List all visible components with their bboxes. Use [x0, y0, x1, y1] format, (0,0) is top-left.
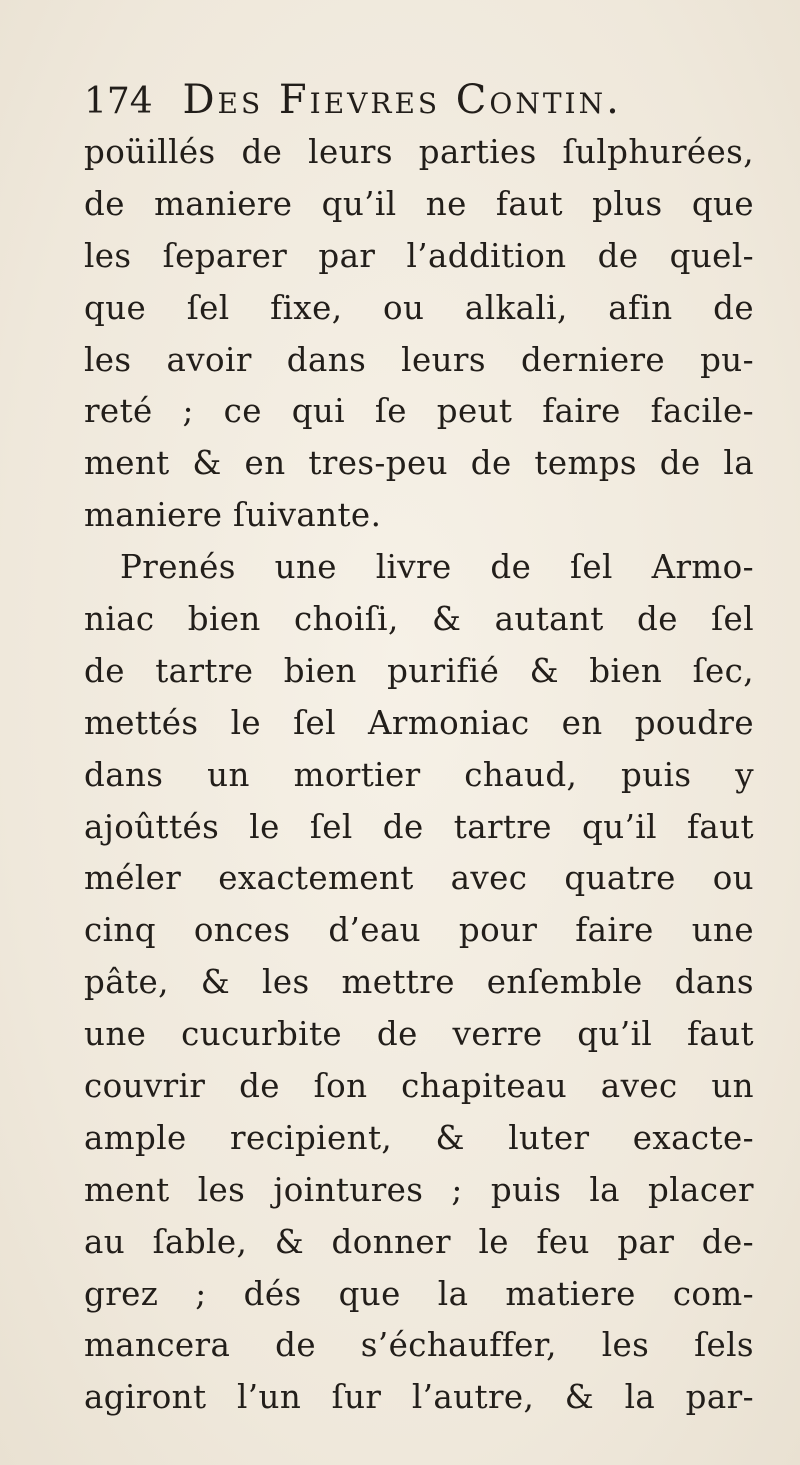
- text-line: couvrir de ſon chapiteau avec un: [84, 1067, 754, 1106]
- text-line: de maniere qu’il ne faut plus que: [84, 184, 754, 223]
- running-head: Des Fievres Contin.: [182, 77, 622, 123]
- text-line: mancera de s’échauffer, les ſels: [84, 1326, 754, 1365]
- text-line: pâte, & les mettre enſemble dans: [84, 963, 754, 1002]
- text-line: ment & en tres-peu de temps de la: [84, 444, 754, 483]
- page-number: 174: [84, 81, 153, 122]
- text-line: ment les jointures ; puis la placer: [84, 1170, 754, 1209]
- text-line: mettés le ſel Armoniac en poudre: [84, 703, 754, 742]
- text-line: poüillés de leurs parties ſulphurées,: [84, 133, 754, 171]
- text-line: méler exactement avec quatre ou: [84, 859, 754, 898]
- text-line: dans un mortier chaud, puis y: [84, 755, 754, 794]
- text-line: ample recipient, & luter exacte-: [84, 1118, 754, 1157]
- text-line: reté ; ce qui ſe peut faire facile-: [84, 392, 754, 431]
- text-line: une cucurbite de verre qu’il faut: [84, 1015, 754, 1054]
- page-header: [84, 72, 744, 128]
- text-line: de tartre bien purifié & bien ſec,: [84, 651, 754, 690]
- text-line: Prenés une livre de ſel Armo-: [120, 548, 754, 587]
- text-line: que ſel fixe, ou alkali, afin de: [84, 288, 754, 327]
- text-line: grez ; dés que la matiere com-: [84, 1274, 754, 1313]
- text-line: les ſeparer par l’addition de quel-: [84, 236, 754, 275]
- text-line: ajoûttés le ſel de tartre qu’il faut: [84, 807, 754, 846]
- text-line: au ſable, & donner le feu par de-: [84, 1222, 754, 1261]
- body-text: [84, 127, 754, 1424]
- text-line: maniere ſuivante.: [84, 496, 382, 535]
- text-line: agiront l’un ſur l’autre, & la par-: [84, 1378, 754, 1417]
- text-line: niac bien choiſi, & autant de ſel: [84, 600, 754, 639]
- text-line: cinq onces d’eau pour faire une: [84, 911, 754, 950]
- text-line: les avoir dans leurs derniere pu-: [84, 340, 754, 379]
